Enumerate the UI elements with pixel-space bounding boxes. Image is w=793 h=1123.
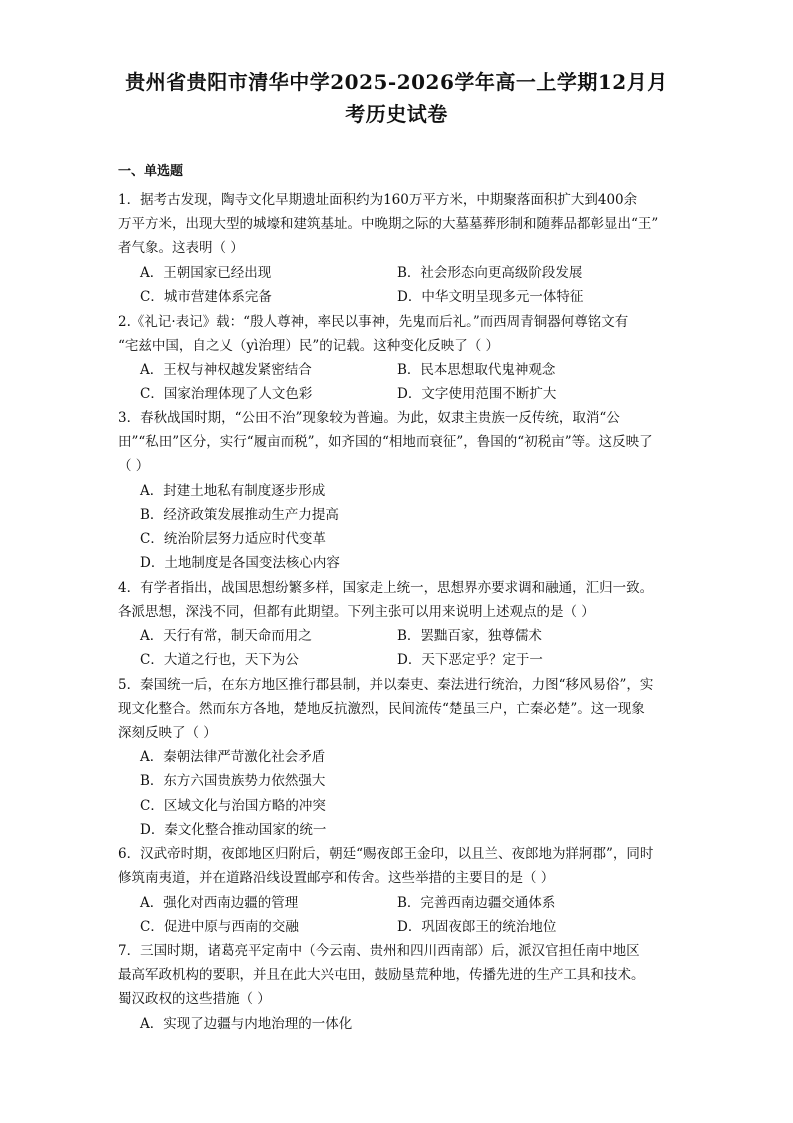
option-c: C．区域文化与治国方略的冲突 (140, 798, 326, 814)
question-stem-line: 最高军政机构的要职，并且在此大兴屯田，鼓励垦荒种地，传播先进的生产工具和技术。 (118, 967, 645, 983)
option-b: B．完善西南边疆交通体系 (397, 895, 556, 911)
question-stem-line: 各派思想，深浅不同，但都有此期望。下列主张可以用来说明上述观点的是（ ） (118, 604, 595, 620)
option-d: D．天下恶定乎？定于一 (397, 652, 543, 668)
option-d: D．中华文明呈现多元一体特征 (397, 289, 584, 305)
option-a: A．强化对西南边疆的管理 (140, 895, 299, 911)
question-stem-line: 者气象。这表明（ ） (118, 240, 244, 256)
option-d: D．土地制度是各国变法核心内容 (140, 555, 340, 571)
option-a: A．天行有常，制天命而用之 (140, 628, 312, 644)
option-c: C．城市营建体系完备 (140, 289, 272, 305)
option-a: A．王权与神权越发紧密结合 (140, 362, 312, 378)
question-stem-line: 2.《礼记·表记》载：“殷人尊神，率民以事神，先鬼而后礼。”而西周青铜器何尊铭文有 (118, 314, 629, 330)
option-b: B．罢黜百家，独尊儒术 (397, 628, 542, 644)
question-stem-line: （ ） (118, 458, 150, 474)
option-a: A．封建土地私有制度逐步形成 (140, 483, 326, 499)
option-c: C．大道之行也，天下为公 (140, 652, 299, 668)
option-c: C．统治阶层努力适应时代变革 (140, 531, 326, 547)
question-stem-line: 田”“私田”区分，实行“履亩而税”，如齐国的“相地而衰征”，鲁国的“初税亩”等。这反映了 (118, 434, 653, 450)
option-c: C．促进中原与西南的交融 (140, 919, 299, 935)
option-b: B．东方六国贵族势力依然强大 (140, 773, 326, 789)
option-a: A．秦朝法律严苛激化社会矛盾 (140, 749, 326, 765)
question-stem-line: 蜀汉政权的这些措施（ ） (118, 991, 271, 1007)
option-d: D．巩固夜郎王的统治地位 (397, 919, 557, 935)
question-stem-line: 1．据考古发现，陶寺文化早期遗址面积约为160万平方米，中期聚落面积扩大到400余 (118, 192, 638, 208)
question-stem-line: 3．春秋战国时期，“公田不治”现象较为普遍。为此，奴隶主贵族一反传统，取消“公 (118, 410, 620, 426)
option-b: B．社会形态向更高级阶段发展 (397, 265, 583, 281)
question-stem-line: “宅兹中国，自之乂（yì治理）民”的记载。这种变化反映了（ ） (118, 338, 500, 354)
question-stem-line: 修筑南夷道，并在道路沿线设置邮亭和传舍。这些举措的主要目的是（ ） (118, 870, 555, 886)
option-a: A．王朝国家已经出现 (140, 265, 272, 281)
exam-title-line-1: 贵州省贵阳市清华中学2025-2026学年高一上学期12月月 (125, 70, 668, 94)
question-stem-line: 6．汉武帝时期，夜郎地区归附后，朝廷“赐夜郎王金印，以且兰、夜郎地为牂牁郡”，同时 (118, 846, 654, 862)
question-stem-line: 5．秦国统一后，在东方地区推行郡县制，并以秦吏、秦法进行统治，力图“移风易俗”，实 (118, 677, 654, 693)
option-a: A．实现了边疆与内地治理的一体化 (140, 1016, 353, 1032)
section-heading: 一、单选题 (118, 164, 184, 179)
question-stem-line: 4．有学者指出，战国思想纷繁多样，国家走上统一，思想界亦要求调和融通，汇归一致。 (118, 580, 654, 596)
exam-title-line-2: 考历史试卷 (345, 102, 448, 126)
option-b: B．民本思想取代鬼神观念 (397, 362, 556, 378)
question-stem-line: 万平方米，出现大型的城壕和建筑基址。中晚期之际的大墓墓葬形制和随葬品都彰显出“王” (118, 216, 659, 232)
question-stem-line: 深刻反映了（ ） (118, 725, 217, 741)
option-d: D．文字使用范围不断扩大 (397, 386, 557, 402)
question-stem-line: 7．三国时期，诸葛亮平定南中（今云南、贵州和四川西南部）后，派汉官担任南中地区 (118, 943, 640, 959)
question-stem-line: 现文化整合。然而东方各地，楚地反抗激烈，民间流传“楚虽三户，亡秦必楚”。这一现象 (118, 701, 645, 717)
option-c: C．国家治理体现了人文色彩 (140, 386, 313, 402)
option-d: D．秦文化整合推动国家的统一 (140, 822, 327, 838)
option-b: B．经济政策发展推动生产力提高 (140, 507, 339, 523)
